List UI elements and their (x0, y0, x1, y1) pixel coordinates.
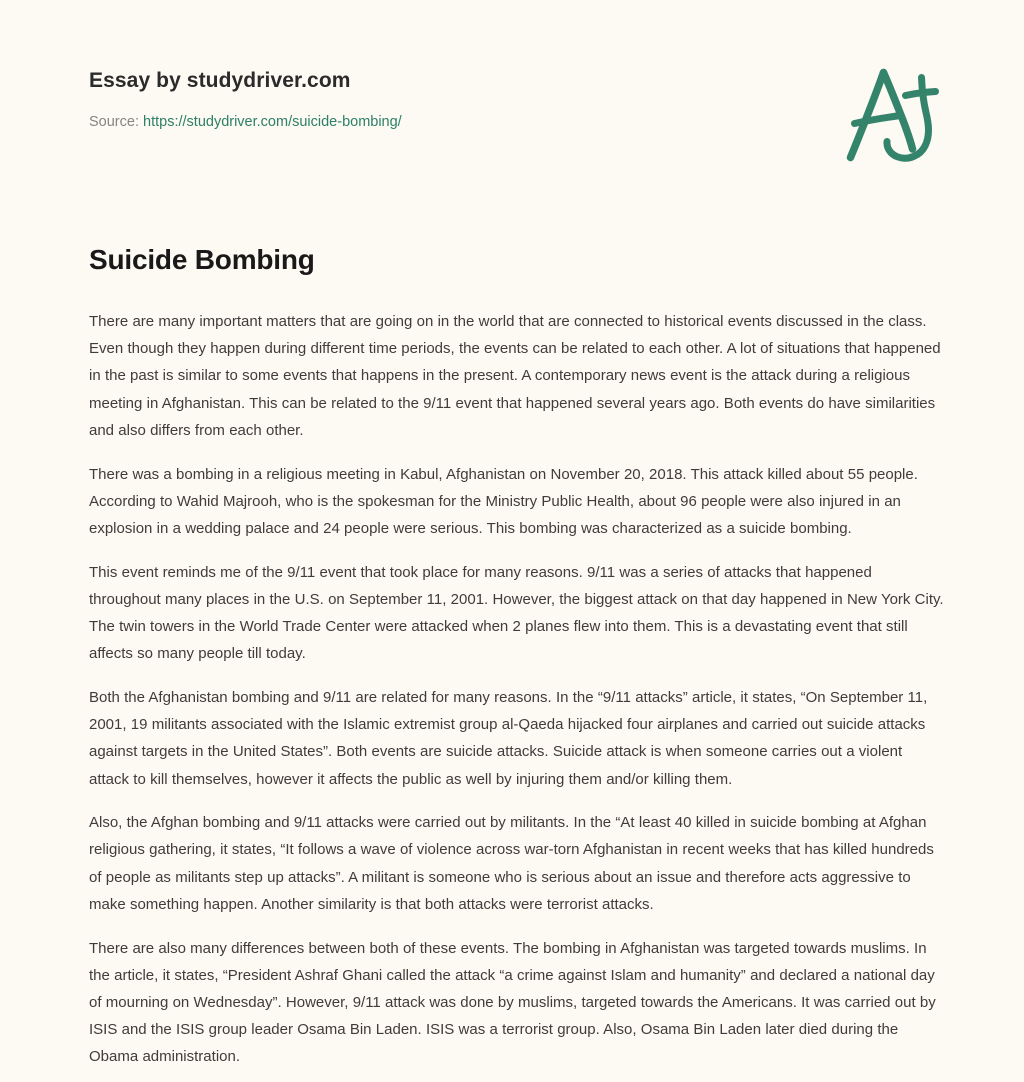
source-line (89, 112, 944, 132)
paragraph: This event reminds me of the 9/11 event that took place for many reasons. 9/11 was a series of attacks that happened throughout many places in the U.S. on September 11, 2001. However, the biggest attack on that day happened in New York City. The twin towers in the World Trade Center were attacked when 2 planes flew into them. This is a devastating event that still affects so many people till today. (89, 563, 944, 663)
document-header (0, 0, 1024, 190)
header-text-block (89, 68, 944, 132)
article-body (89, 308, 945, 1071)
a-plus-icon (838, 62, 950, 170)
paragraph: There are many important matters that are going on in the world that are connected to historical events discussed in the class. Even though they happen during different time periods, the events can be related to each other. A lot of situations that happened in the past is similar to some events that happens in the present. A contemporary news event is the attack during a religious meeting in Afghanistan. This can be related to the 9/11 event that happened several years ago. Both events do have similarities and also differs from each other. (89, 313, 941, 439)
brand-title: Essay by studydriver.com (89, 69, 351, 92)
paragraph: Also, the Afghan bombing and 9/11 attacks were carried out by militants. In the “At least 40 killed in suicide bombing at Afghan religious gathering, it states, “It follows a wave of violence across war-torn Afghanistan in recent weeks that has killed hundreds of people as militants step up attacks”. A militant is someone who is serious about an issue and therefore acts aggressive to make something happen. Another similarity is that both attacks were terrorist attacks. (89, 814, 934, 913)
page-title: Suicide Bombing (89, 244, 315, 275)
paragraph: There was a bombing in a religious meeting in Kabul, Afghanistan on November 20, 2018. This attack killed about 55 people. According to Wahid Majrooh, who is the spokesman for the Ministry Public Health, about 96 people were also injured in an explosion in a wedding palace and 24 people were serious. This bombing was characterized as a suicide bombing. (89, 465, 918, 537)
studydriver-a-plus-logo (838, 62, 950, 170)
source-url-link[interactable]: https://studydriver.com/suicide-bombing/ (143, 114, 402, 130)
paragraph: There are also many differences between both of these events. The bombing in Afghanistan was targeted towards muslims. In the article, it states, “President Ashraf Ghani called the attack “a crime against Islam and humanity” and declared a national day of mourning on Wednesday”. However, 9/11 attack was done by muslims, targeted towards the Americans. It was carried out by ISIS and the ISIS group leader Osama Bin Laden. ISIS was a terrorist group. Also, Osama Bin Laden later died during the Obama administration. (89, 939, 936, 1066)
article-container (89, 240, 945, 1071)
paragraph: Both the Afghanistan bombing and 9/11 are related for many reasons. In the “9/11 attacks” article, it states, “On September 11, 2001, 19 militants associated with the Islamic extremist group al-Qaeda hijacked four airplanes and carried out suicide attacks against targets in the United States”. Both events are suicide attacks. Suicide attack is when someone carries out a violent attack to kill themselves, however it affects the public as well by injuring them and/or killing them. (89, 688, 928, 788)
source-label: Source: (89, 114, 139, 130)
